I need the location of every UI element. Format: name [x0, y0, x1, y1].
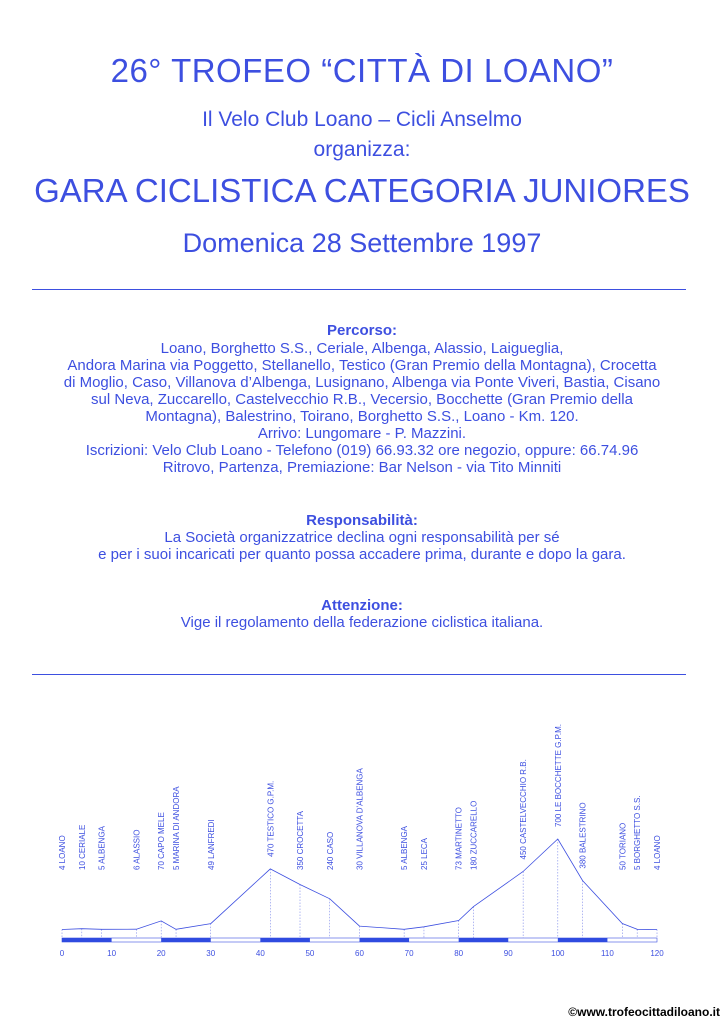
km-tick-label: 10: [107, 949, 117, 958]
place-label: 25 LECA: [419, 837, 429, 870]
km-tick-label: 80: [454, 949, 464, 958]
responsabilita-line: La Società organizzatrice declina ogni responsabilità per sé: [164, 529, 560, 546]
event-date: Domenica 28 Settembre 1997: [182, 228, 542, 258]
divider-bottom: [32, 674, 686, 675]
place-label: 6 ALASSIO: [132, 829, 142, 870]
organizza-label: organizza:: [313, 138, 411, 161]
place-label: 30 VILLANOVA D'ALBENGA: [355, 768, 365, 870]
attenzione-text: Vige il regolamento della federazione ciclistica italiana.: [180, 614, 544, 631]
place-label: 70 CAPO MELE: [157, 812, 167, 870]
percorso-line: Ritrovo, Partenza, Premiazione: Bar Nelson - via Tito Minniti: [162, 459, 562, 476]
km-bar-segment: [161, 938, 211, 942]
attenzione-heading: Attenzione:: [321, 597, 403, 614]
percorso-line: Iscrizioni: Velo Club Loano - Telefono (019) 66.93.32 ore negozio, oppure: 66.74.96: [85, 442, 639, 459]
km-tick-label: 70: [404, 949, 414, 958]
divider-top: [32, 289, 686, 290]
km-tick-label: 110: [601, 949, 614, 958]
percorso-line: Andora Marina via Poggetto, Stellanello, Testico (Gran Premio della Montagna), Crocetta: [67, 357, 657, 374]
km-tick-label: 30: [206, 949, 216, 958]
event-title: GARA CICLISTICA CATEGORIA JUNIORES: [34, 172, 690, 209]
place-label: 240 CASO: [325, 831, 335, 870]
responsabilita-text: [0, 529, 724, 563]
km-tick-label: 120: [650, 949, 664, 958]
km-tick-label: 50: [305, 949, 315, 958]
percorso-line: di Moglio, Caso, Villanova d’Albenga, Lusignano, Albenga via Ponte Viveri, Bastia, Cisano: [63, 374, 661, 391]
place-label: 350 CROCETTA: [296, 811, 305, 870]
km-bar-segment: [62, 938, 112, 942]
km-bar-segment: [459, 938, 509, 942]
percorso-line: Loano, Borghetto S.S., Ceriale, Albenga, Alassio, Laigueglia,: [160, 340, 564, 357]
place-label: 10 CERIALE: [77, 824, 87, 870]
copyright-notice: ©www.trofeocittadiloano.it: [568, 1005, 720, 1019]
place-label: 380 BALESTRINO: [578, 802, 588, 869]
km-bar-segment: [260, 938, 310, 942]
percorso-line: sul Neva, Zuccarello, Castelvecchio R.B., Vecersio, Bocchette (Gran Premio della: [91, 391, 633, 408]
percorso-heading: Percorso:: [326, 322, 398, 339]
place-label: 73 MARTINETTO: [454, 807, 464, 870]
place-label: 4 LOANO: [653, 835, 662, 870]
km-tick-label: 60: [355, 949, 364, 958]
km-tick-label: 0: [59, 949, 65, 958]
responsabilita-heading: Responsabilità:: [306, 512, 418, 529]
place-label: 50 TORIANO: [618, 822, 628, 870]
percorso-text: [0, 340, 724, 476]
race-title: 26° TROFEO “CITTÀ DI LOANO”: [110, 52, 614, 89]
responsabilita-line: e per i suoi incaricati per quanto possa accadere prima, durante e dopo la gara.: [98, 546, 626, 563]
altimetry-profile: [0, 690, 724, 965]
km-tick-label: 100: [551, 949, 565, 958]
percorso-line: Montagna), Balestrino, Toirano, Borghetto S.S., Loano - Km. 120.: [145, 408, 579, 425]
place-label: 5 ALBENGA: [97, 825, 107, 870]
km-bar-segment: [360, 938, 410, 942]
place-label: 4 LOANO: [58, 835, 67, 870]
place-label: 5 BORGHETTO S.S.: [633, 795, 643, 870]
place-label: 49 LANFREDI: [206, 819, 216, 870]
percorso-line: Arrivo: Lungomare - P. Mazzini.: [257, 425, 467, 442]
km-tick-label: 90: [503, 949, 513, 958]
place-label: 5 MARINA DI ANDORA: [172, 786, 182, 870]
km-tick-label: 20: [156, 949, 166, 958]
place-label: 700 LE BOCCHETTE G.P.M.: [553, 724, 563, 827]
place-label: 470 TESTICO G.P.M.: [266, 780, 276, 857]
place-label: 450 CASTELVECCHIO R.B.: [519, 759, 529, 860]
place-label: 180 ZUCCARELLO: [469, 800, 479, 870]
organizers-line: Il Velo Club Loano – Cicli Anselmo: [202, 108, 522, 131]
km-bar-segment: [558, 938, 608, 942]
place-label: 5 ALBENGA: [400, 825, 410, 870]
km-tick-label: 40: [255, 949, 265, 958]
